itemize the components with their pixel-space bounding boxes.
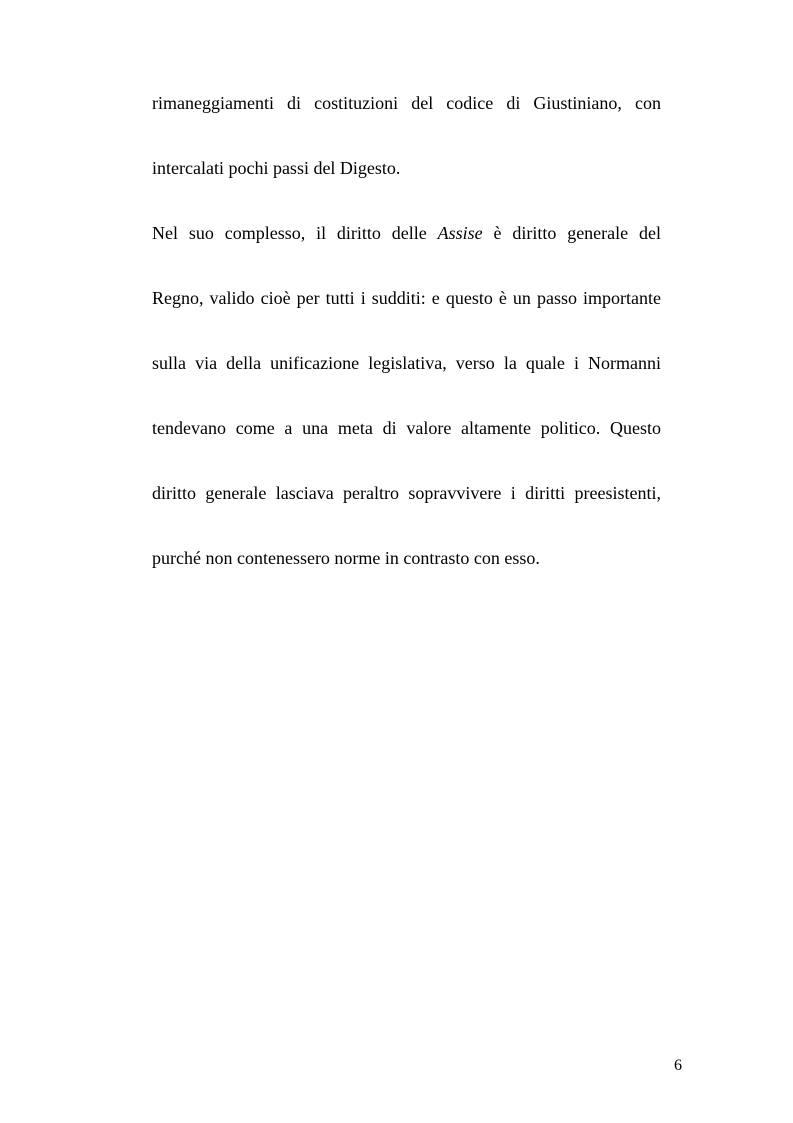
paragraph-2-line-5: diritto generale lasciava peraltro sopravvivere i diritti preesistenti, <box>152 483 661 503</box>
page-number: 6 <box>674 1057 682 1074</box>
assise-italic: Assise <box>437 223 483 243</box>
paragraph-2-line-1 <box>152 220 661 246</box>
paragraph-2-line-6: purché non contenessero norme in contrasto con esso. <box>152 548 540 568</box>
line-1-after: è diritto generale del <box>482 223 661 243</box>
paragraph-1-line-2: intercalati pochi passi del Digesto. <box>152 158 401 178</box>
paragraph-2-line-2: Regno, valido cioè per tutti i sudditi: e questo è un passo importante <box>152 288 661 308</box>
paragraph-1-line-1: rimaneggiamenti di costituzioni del codice di Giustiniano, con <box>152 93 661 113</box>
line-1-before: Nel suo complesso, il diritto delle <box>152 223 438 243</box>
paragraph-2-line-4: tendevano come a una meta di valore altamente politico. Questo <box>152 418 661 438</box>
paragraph-2-line-3: sulla via della unificazione legislativa, verso la quale i Normanni <box>152 353 661 373</box>
